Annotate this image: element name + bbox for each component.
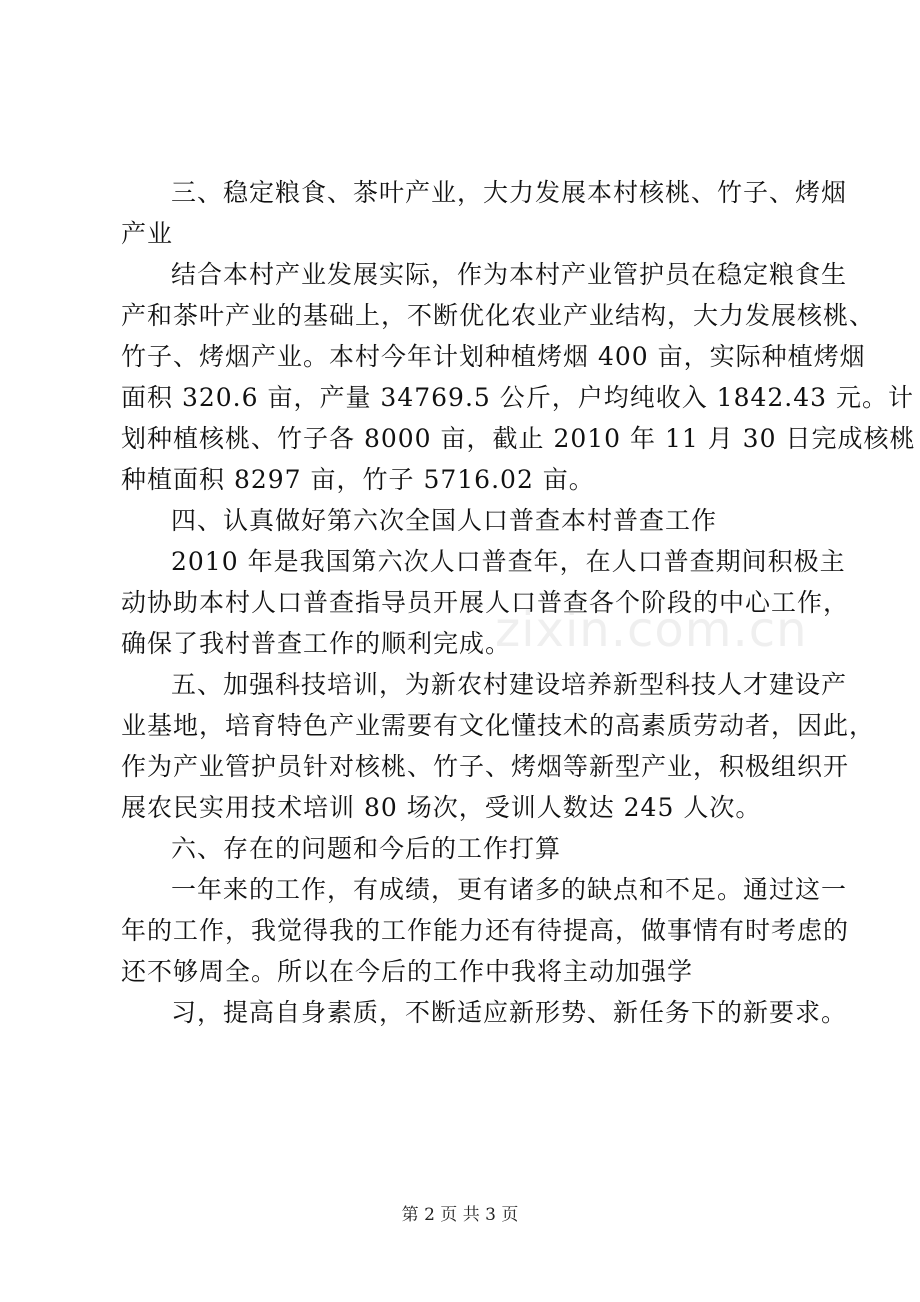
text-line: 业基地，培育特色产业需要有文化懂技术的高素质劳动者，因此， <box>121 711 876 740</box>
text-line: 面积 320.6 亩，产量 34769.5 公斤，户均纯收入 1842.43 元。计 <box>121 383 915 412</box>
text-line: 动协助本村人口普查指导员开展人口普查各个阶段的中心工作， <box>121 588 850 617</box>
text-line: 年的工作，我觉得我的工作能力还有待提高，做事情有时考虑的 <box>121 916 850 945</box>
text-line: 结合本村产业发展实际，作为本村产业管护员在稳定粮食生 <box>171 260 848 289</box>
text-line: 还不够周全。所以在今后的工作中我将主动加强学 <box>121 957 694 986</box>
section-heading-5: 五、加强科技培训，为新农村建设培养新型科技人才建设产 <box>171 670 848 699</box>
text-line: 2010 年是我国第六次人口普查年，在人口普查期间积极主 <box>171 547 846 576</box>
watermark: zixin.com.cn <box>495 602 808 658</box>
text-line: 竹子、烤烟产业。本村今年计划种植烤烟 400 亩，实际种植烤烟 <box>121 342 866 371</box>
page-footer: 第 2 页 共 3 页 <box>401 1205 519 1225</box>
text-line: 作为产业管护员针对核桃、竹子、烤烟等新型产业，积极组织开 <box>121 752 850 781</box>
text-line: 一年来的工作，有成绩，更有诸多的缺点和不足。通过这一 <box>171 875 848 904</box>
section-heading-6: 六、存在的问题和今后的工作打算 <box>171 834 562 863</box>
text-line: 种植面积 8297 亩，竹子 5716.02 亩。 <box>121 465 595 494</box>
text-line: 产业 <box>121 219 174 248</box>
text-line: 产和茶叶产业的基础上，不断优化农业产业结构，大力发展核桃、 <box>121 301 876 330</box>
section-heading-3: 三、稳定粮食、茶叶产业，大力发展本村核桃、竹子、烤烟 <box>171 178 848 207</box>
section-heading-4: 四、认真做好第六次全国人口普查本村普查工作 <box>171 506 718 535</box>
text-line: 确保了我村普查工作的顺利完成。 <box>121 629 512 658</box>
text-line: 展农民实用技术培训 80 场次，受训人数达 245 人次。 <box>121 793 762 822</box>
text-line: 习，提高自身素质，不断适应新形势、新任务下的新要求。 <box>171 998 848 1027</box>
text-line: 划种植核桃、竹子各 8000 亩，截止 2010 年 11 月 30 日完成核桃 <box>121 424 916 453</box>
